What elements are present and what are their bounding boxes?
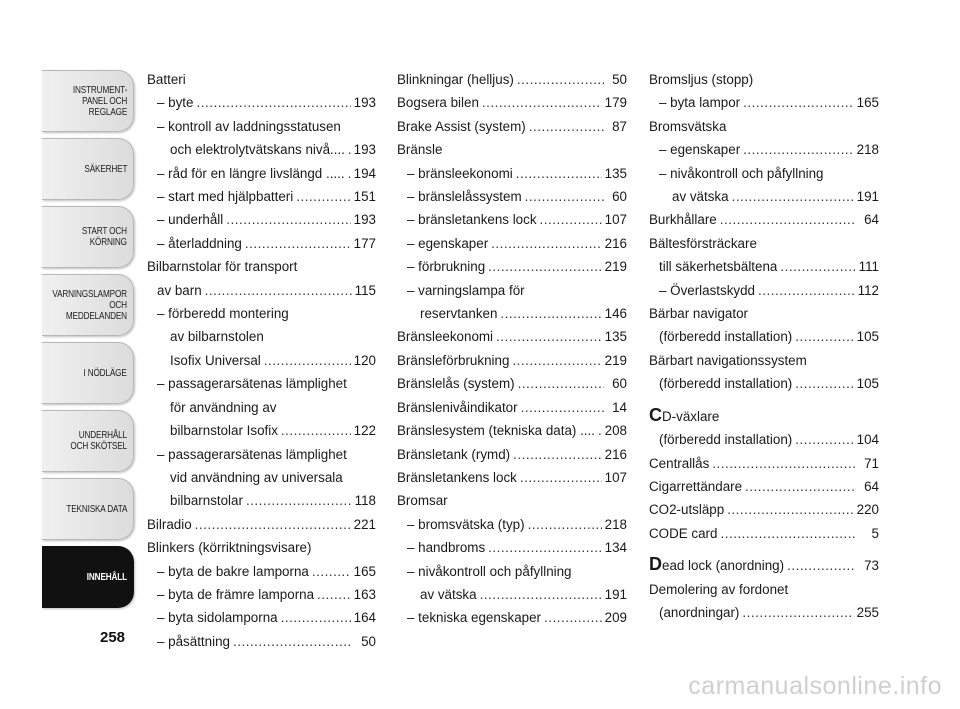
index-entry xyxy=(147,255,376,302)
index-entry xyxy=(649,232,879,279)
index-entry xyxy=(649,208,879,231)
index-entry-text: Blinkningar (helljus) xyxy=(397,72,514,87)
index-entry xyxy=(147,443,376,513)
index-entry-text: Burkhållare xyxy=(649,212,717,228)
index-entry-text: av vätska xyxy=(420,586,477,602)
index-entry-text: Bränslesystem (tekniska data) .... xyxy=(397,423,595,439)
index-entry-text: Bogsera bilen xyxy=(397,95,479,111)
dot-leader xyxy=(745,475,856,498)
section-initial: D xyxy=(649,554,662,575)
index-entry xyxy=(397,419,627,442)
index-page-ref[interactable]: 64 xyxy=(864,478,879,494)
index-entry-text: (förberedd installation) xyxy=(659,432,793,448)
index-entry xyxy=(147,606,376,629)
dot-leader xyxy=(720,522,856,545)
dot-leader xyxy=(488,536,601,559)
index-page-ref[interactable]: 255 xyxy=(856,604,879,620)
dot-leader xyxy=(525,185,604,208)
dot-leader xyxy=(517,68,604,91)
index-entry-text: – tekniska egenskaper xyxy=(407,610,541,626)
dot-leader xyxy=(281,606,351,629)
dot-leader xyxy=(512,349,601,372)
index-entry xyxy=(397,185,627,208)
index-entry xyxy=(147,560,376,583)
dot-leader xyxy=(743,138,854,161)
index-page-ref[interactable]: 134 xyxy=(604,540,627,556)
index-entry-text: CODE card xyxy=(649,525,718,541)
index-entry xyxy=(649,115,879,138)
dot-leader xyxy=(233,630,353,653)
index-page-ref[interactable]: 122 xyxy=(353,423,376,439)
index-entry-text: vid användning av universala xyxy=(170,469,343,485)
index-page-ref[interactable]: 164 xyxy=(353,610,376,626)
index-entry-text: – byta lampor xyxy=(659,95,741,111)
index-page-ref[interactable]: 165 xyxy=(856,95,879,111)
index-entry-text: Centrallås xyxy=(649,455,710,471)
index-page-ref[interactable]: 179 xyxy=(604,95,627,111)
dot-leader xyxy=(195,513,351,536)
index-entry-text: Bränsleförbrukning xyxy=(397,352,510,368)
index-entry-text: till säkerhetsbältena xyxy=(659,259,778,275)
dot-leader xyxy=(348,138,351,161)
index-entry xyxy=(147,513,376,536)
index-entry xyxy=(397,279,627,326)
index-page-ref[interactable]: 219 xyxy=(604,352,627,368)
index-page-ref[interactable]: 71 xyxy=(864,455,879,471)
index-entry xyxy=(397,232,627,255)
index-entry xyxy=(397,91,627,114)
dot-leader xyxy=(296,185,350,208)
dot-leader xyxy=(281,419,351,442)
index-entry xyxy=(397,560,627,607)
index-entry xyxy=(649,475,879,498)
index-entry-text: av bilbarnstolen xyxy=(170,329,264,345)
index-page-ref[interactable]: 165 xyxy=(353,563,376,579)
index-entry-text: – byta de främre lamporna xyxy=(157,586,315,602)
index-entry-text: bilbarnstolar xyxy=(170,493,243,509)
dot-leader xyxy=(780,255,855,278)
dot-leader xyxy=(795,372,853,395)
dot-leader xyxy=(500,302,601,325)
chapter-tab-5[interactable] xyxy=(42,342,134,404)
dot-leader xyxy=(720,208,856,231)
index-entry-text: Demolering av fordonet xyxy=(649,581,789,597)
index-entry-text: – förberedd montering xyxy=(157,306,289,322)
index-page-ref[interactable]: 151 xyxy=(353,189,376,205)
index-entry-text: bilbarnstolar Isofix xyxy=(170,423,278,439)
index-entry-text: Bränslelås (system) xyxy=(397,376,515,392)
dot-leader xyxy=(795,428,853,451)
index-entry-text: – bränsleekonomi xyxy=(407,165,513,181)
index-entry-text: Bilbarnstolar för transport xyxy=(147,259,298,275)
index-page-ref[interactable]: 221 xyxy=(353,516,376,532)
index-entry-text: – passagerarsätenas lämplighet xyxy=(157,446,347,462)
index-page-ref[interactable]: 14 xyxy=(612,399,627,415)
dot-leader xyxy=(246,489,352,512)
index-entry xyxy=(649,522,879,545)
index-entry-text: – byta sidolamporna xyxy=(157,610,278,626)
index-page-ref[interactable]: 209 xyxy=(604,610,627,626)
index-entry-text: – kontroll av laddningsstatusen xyxy=(157,118,341,134)
dot-leader xyxy=(518,372,604,395)
index-entry-text: Bältesförsträckare xyxy=(649,235,757,251)
index-entry xyxy=(397,536,627,559)
chapter-tab-label: TEKNISKA DATA xyxy=(66,503,127,515)
index-entry xyxy=(147,372,376,442)
index-entry-text: – påsättning xyxy=(157,633,230,649)
index-page-ref[interactable]: 50 xyxy=(612,72,627,87)
index-entry xyxy=(649,68,879,91)
index-page-ref[interactable]: 177 xyxy=(353,235,376,251)
index-entry xyxy=(397,466,627,489)
index-entry-text: – bränslelåssystem xyxy=(407,189,522,205)
index-entry xyxy=(649,138,879,161)
index-page-ref[interactable]: 105 xyxy=(856,376,879,392)
index-page-ref[interactable]: 87 xyxy=(612,118,627,134)
index-page-ref[interactable]: 135 xyxy=(604,165,627,181)
index-page-ref[interactable]: 193 xyxy=(353,95,376,111)
index-entry-text: (anordningar) xyxy=(659,604,740,620)
index-page-ref[interactable]: 218 xyxy=(856,142,879,158)
index-page-ref[interactable]: 218 xyxy=(604,516,627,532)
index-entry xyxy=(649,302,879,349)
chapter-tab-label: UNDERHÅLL OCH SKÖTSEL xyxy=(70,430,127,452)
index-entry-text: Bränsletank (rymd) xyxy=(397,446,511,462)
index-entry-text: av barn xyxy=(157,282,202,298)
index-entry xyxy=(649,498,879,521)
dot-leader xyxy=(521,396,604,419)
index-page-ref[interactable]: 193 xyxy=(353,142,376,158)
index-page-ref[interactable]: 107 xyxy=(604,212,627,228)
index-entry-text: Bilradio xyxy=(147,516,192,532)
index-page-ref[interactable]: 120 xyxy=(353,352,376,368)
index-entry-text: Bärbar navigator xyxy=(649,306,748,322)
chapter-tab-2[interactable] xyxy=(42,138,134,200)
index-page-ref[interactable]: 118 xyxy=(354,493,376,509)
index-entry-text: Brake Assist (system) xyxy=(397,118,526,134)
dot-leader xyxy=(205,279,352,302)
chapter-tab-3[interactable] xyxy=(42,206,134,268)
chapter-tab-label: START OCH KÖRNING xyxy=(82,226,127,248)
dot-leader xyxy=(742,601,853,624)
dot-leader xyxy=(496,325,602,348)
index-entry-text: – byta de bakre lamporna xyxy=(157,563,309,579)
index-page-ref[interactable]: 60 xyxy=(612,189,627,205)
index-entry-text: – egenskaper xyxy=(659,142,741,158)
dot-leader xyxy=(491,232,602,255)
index-entry-text: CD-växlare xyxy=(649,404,720,425)
index-entry-text: – varningslampa för xyxy=(407,282,525,298)
index-entry xyxy=(397,68,627,91)
index-page-ref[interactable]: 194 xyxy=(353,165,376,181)
dot-leader xyxy=(732,185,854,208)
index-entry-text: Isofix Universal xyxy=(170,352,261,368)
index-column-2 xyxy=(397,68,627,630)
dot-leader xyxy=(348,162,351,185)
chapter-tab-6[interactable] xyxy=(42,410,134,472)
index-entry-text: Batteri xyxy=(147,72,186,87)
index-entry-text: Bränsle xyxy=(397,142,443,158)
index-entry-text: Bärbart navigationssystem xyxy=(649,352,807,368)
index-entry-text: Bränsleekonomi xyxy=(397,329,494,345)
index-entry xyxy=(397,162,627,185)
index-entry xyxy=(397,325,627,348)
index-page-ref[interactable]: 163 xyxy=(353,586,376,602)
dot-leader xyxy=(516,162,602,185)
dot-leader xyxy=(245,232,351,255)
index-entry xyxy=(397,513,627,536)
index-page-ref[interactable]: 5 xyxy=(871,525,879,541)
dot-leader xyxy=(488,255,601,278)
dot-leader xyxy=(196,91,350,114)
index-entry xyxy=(397,349,627,372)
index-entry-text: – passagerarsätenas lämplighet xyxy=(157,376,347,392)
index-page-ref[interactable]: 216 xyxy=(604,446,627,462)
index-entry xyxy=(147,91,376,114)
index-entry-text: Cigarrettändare xyxy=(649,478,743,494)
dot-leader xyxy=(226,208,350,231)
dot-leader xyxy=(312,560,351,583)
dot-leader xyxy=(520,466,602,489)
index-page-ref[interactable]: 146 xyxy=(604,306,627,322)
index-entry xyxy=(147,162,376,185)
index-entry-text: – start med hjälpbatteri xyxy=(157,189,294,205)
index-page-ref[interactable]: 135 xyxy=(604,329,627,345)
index-entry xyxy=(397,443,627,466)
dot-leader xyxy=(743,91,854,114)
dot-leader xyxy=(787,554,856,577)
dot-leader xyxy=(482,91,602,114)
index-entry xyxy=(649,404,879,452)
index-entry-text: – underhåll xyxy=(157,212,224,228)
index-entry xyxy=(649,91,879,114)
index-entry-text: – handbroms xyxy=(407,540,486,556)
index-entry-text: och elektrolytvätskans nivå.... xyxy=(170,142,345,158)
index-entry-text: – bränsletankens lock xyxy=(407,212,537,228)
index-page-ref[interactable]: 220 xyxy=(856,502,879,518)
index-entry-text: CO2-utsläpp xyxy=(649,502,725,518)
dot-leader xyxy=(480,583,602,606)
index-entry-text: – egenskaper xyxy=(407,235,489,251)
index-entry-text: Blinkers (körriktningsvisare) xyxy=(147,540,312,556)
index-entry-text: Bromsar xyxy=(397,493,448,509)
index-entry xyxy=(147,630,376,653)
index-entry xyxy=(397,372,627,395)
dot-leader xyxy=(712,452,856,475)
index-entry xyxy=(397,255,627,278)
index-entry xyxy=(397,396,627,419)
chapter-tabs xyxy=(42,70,134,614)
index-entry xyxy=(649,452,879,475)
index-entry-text: (förberedd installation) xyxy=(659,329,793,345)
index-entry xyxy=(397,489,627,512)
index-entry xyxy=(397,208,627,231)
dot-leader xyxy=(513,443,602,466)
index-entry xyxy=(649,578,879,625)
index-entry-text: av vätska xyxy=(672,189,729,205)
index-entry xyxy=(397,606,627,629)
index-entry-text: reservtanken xyxy=(420,306,498,322)
chapter-tab-8[interactable] xyxy=(42,546,134,608)
dot-leader xyxy=(529,115,604,138)
page-number: 258 xyxy=(100,629,126,646)
index-column-3 xyxy=(649,68,879,624)
index-page-ref[interactable]: 208 xyxy=(604,423,627,439)
index-entry-text: Bränslenivåindikator xyxy=(397,399,518,415)
dot-leader xyxy=(758,279,855,302)
chapter-tab-label: SÄKERHET xyxy=(84,163,127,175)
chapter-tab-label: VARNINGSLAMPOR OCH MEDDELANDEN xyxy=(52,288,127,322)
dot-leader xyxy=(795,325,853,348)
index-entry xyxy=(649,349,879,396)
dot-leader xyxy=(544,606,602,629)
index-entry xyxy=(147,302,376,372)
index-page-ref[interactable]: 64 xyxy=(864,212,879,228)
index-entry xyxy=(147,232,376,255)
index-entry xyxy=(649,162,879,209)
index-page-ref[interactable]: 50 xyxy=(361,633,376,649)
index-page-ref[interactable]: 107 xyxy=(604,469,627,485)
index-page-ref[interactable]: 219 xyxy=(604,259,627,275)
index-entry-text: – bromsvätska (typ) xyxy=(407,516,525,532)
index-page-ref[interactable]: 104 xyxy=(856,432,879,448)
index-entry-text: – nivåkontroll och påfyllning xyxy=(659,165,824,181)
index-page-ref[interactable]: 115 xyxy=(354,282,376,298)
index-entry xyxy=(649,279,879,302)
chapter-tab-label: INNEHÅLL xyxy=(86,571,127,583)
index-entry xyxy=(147,583,376,606)
index-page-ref[interactable]: 216 xyxy=(604,235,627,251)
chapter-tab-4[interactable] xyxy=(42,274,134,336)
index-entry-text: för användning av xyxy=(170,399,277,415)
index-entry-text: Bromsvätska xyxy=(649,118,727,134)
index-page-ref[interactable]: 111 xyxy=(858,259,879,275)
chapter-tab-label: INSTRUMENT- PANEL OCH REGLAGE xyxy=(72,84,127,118)
index-entry-text: – råd för en längre livslängd ..... xyxy=(157,165,345,181)
index-entry xyxy=(147,68,376,91)
index-page-ref[interactable]: 193 xyxy=(353,212,376,228)
index-column-1 xyxy=(147,68,376,653)
dot-leader xyxy=(317,583,351,606)
section-initial: C xyxy=(649,404,662,425)
dot-leader xyxy=(264,349,351,372)
index-page-ref[interactable]: 112 xyxy=(857,282,879,298)
index-page-ref[interactable]: 105 xyxy=(856,329,879,345)
chapter-tab-label: I NÖDLÄGE xyxy=(83,367,127,379)
index-entry xyxy=(147,185,376,208)
index-page-ref[interactable]: 191 xyxy=(856,189,879,205)
watermark: carmanualsonline.info xyxy=(688,672,942,700)
index-entry-text: (förberedd installation) xyxy=(659,376,793,392)
chapter-tab-1[interactable] xyxy=(42,70,134,132)
index-entry-text: – byte xyxy=(157,95,194,111)
index-entry xyxy=(649,553,879,577)
dot-leader xyxy=(727,498,853,521)
index-entry-text: – Överlastskydd xyxy=(659,282,756,298)
dot-leader xyxy=(540,208,602,231)
index-entry-text: – återladdning xyxy=(157,235,242,251)
chapter-tab-7[interactable] xyxy=(42,478,134,540)
index-page-ref[interactable]: 191 xyxy=(604,586,627,602)
index-entry-text: Dead lock (anordning) xyxy=(649,554,785,575)
index-entry xyxy=(147,115,376,162)
index-entry xyxy=(397,138,627,161)
index-entry-text: – förbrukning xyxy=(407,259,486,275)
index-entry-text: Bromsljus (stopp) xyxy=(649,72,754,87)
index-entry xyxy=(397,115,627,138)
index-entry xyxy=(147,208,376,231)
index-entry xyxy=(147,536,376,559)
dot-leader xyxy=(598,419,602,442)
dot-leader xyxy=(528,513,602,536)
index-page-ref[interactable]: 73 xyxy=(864,558,879,574)
index-page-ref[interactable]: 60 xyxy=(612,376,627,392)
index-entry-text: Bränsletankens lock xyxy=(397,469,517,485)
index-entry-text: – nivåkontroll och påfyllning xyxy=(407,563,572,579)
